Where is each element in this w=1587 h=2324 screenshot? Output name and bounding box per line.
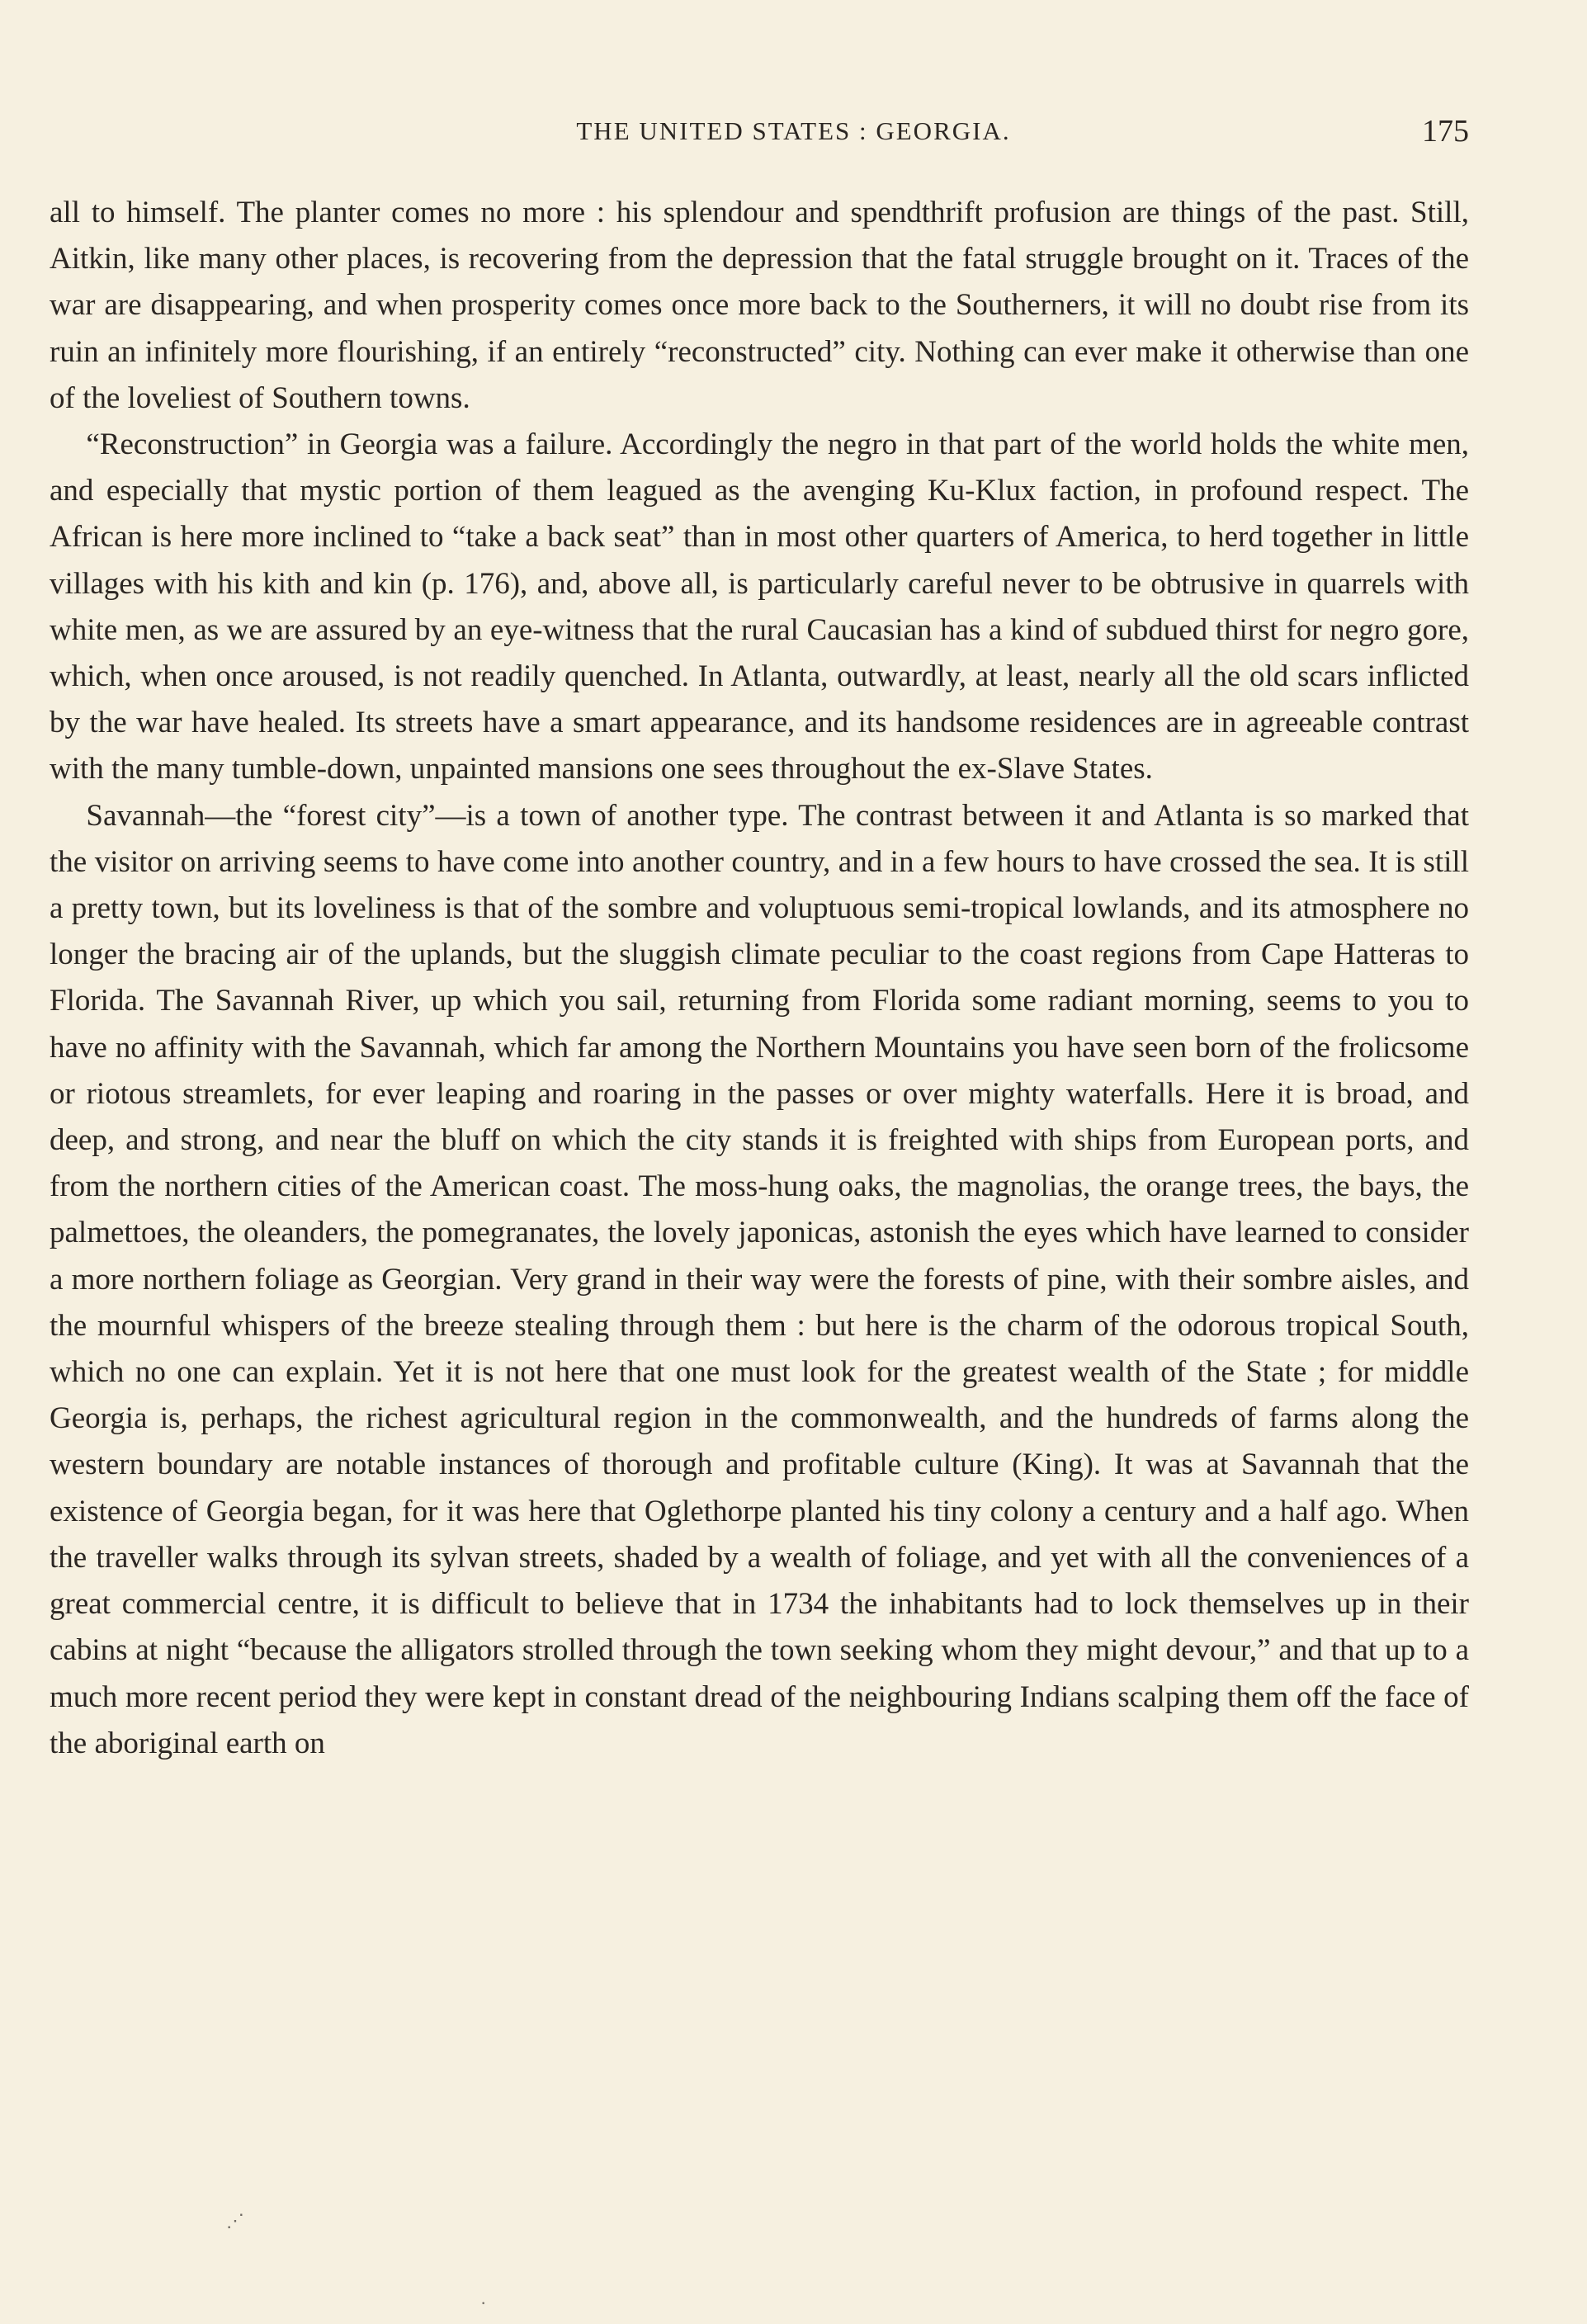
running-head [0,111,1587,152]
paragraph-3: Savannah—the “forest city”—is a town of another type. The contrast between it and Atlanta is so marked that the visitor on arriving seems to have come into another country, and in a few hours to have crossed the sea. It is still a pretty town, but its loveliness is that of the sombre and voluptuous semi-tropical lowlands, and its atmosphere no longer the bracing air of the uplands, but the sluggish climate peculiar to the coast regions from Cape Hatteras to Florida. The Savannah River, up which you sail, returning from Florida some radiant morning, seems to you to have no affinity with the Savannah, which far among the Northern Mountains you have seen born of the frolicsome or riotous streamlets, for ever leaping and roaring in the passes or over mighty waterfalls. Here it is broad, and deep, and strong, and near the bluff on which the city stands it is freighted with ships from European ports, and from the northern cities of the American coast. The moss-hung oaks, the magnolias, the orange trees, the bays, the palmettoes, the oleanders, the pomegranates, the lovely japonicas, astonish the eyes which have learned to consider a more northern foliage as Georgian. Very grand in their way were the forests of pine, with their sombre aisles, and the mournful whispers of the breeze stealing through them : but here is the charm of the odorous tropical South, which no one can explain. Yet it is not here that one must look for the greatest wealth of the State ; for middle Georgia is, perhaps, the richest agricultural region in the commonwealth, and the hundreds of farms along the western boundary are notable instances of thorough and profitable culture (King). It was at Savannah that the existence of Georgia began, for it was here that Oglethorpe planted his tiny colony a century and a half ago. When the traveller walks through its sylvan streets, shaded by a wealth of foliage, and yet with all the conveniences of a great commercial centre, it is difficult to believe that in 1734 the inhabitants had to lock themselves up in their cabins at night “because the alligators strolled through the town seeking whom they might devour,” and that up to a much more recent period they were kept in constant dread of the neighbouring Indians scalping them off the face of the aboriginal earth on [50,798,1469,1760]
stray-mark: · [480,2293,487,2313]
paragraph-1: all to himself. The planter comes no more : his splendour and spendthrift profusion are things of the past. Still, Aitkin, like many other places, is recovering from the depression that the fatal struggle brought on it. Traces of the war are disappearing, and when prosperity comes once more back to the Southerners, it will no doubt rise from its ruin an infinitely more flourishing, if an entirely “reconstructed” city. Nothing can ever make it otherwise than one of the loveliest of Southern towns. [50,196,1469,415]
running-title: THE UNITED STATES : GEORGIA. [576,116,1011,145]
paragraph-2: “Reconstruction” in Georgia was a failure. Accordingly the negro in that part of the world holds the white men, and especially that mystic portion of them leagued as the avenging Ku-Klux faction, in profound respect. The African is here more inclined to “take a back seat” than in most other quarters of America, to herd together in little villages with his kith and kin (p. 176), and, above all, is particularly careful never to be obtrusive in quarrels with white men, as we are assured by an eye-witness that the rural Caucasian has a kind of subdued thirst for negro gore, which, when once aroused, is not readily quenched. In Atlanta, outwardly, at least, nearly all the old scars inflicted by the war have healed. Its streets have a smart appearance, and its handsome residences are in agreeable contrast with the many tumble-down, unpainted mansions one sees throughout the ex-Slave States. [50,427,1469,786]
body-text [50,190,1469,1767]
stray-mark: ⋰ [226,2210,244,2231]
page-number: 175 [1422,114,1469,149]
